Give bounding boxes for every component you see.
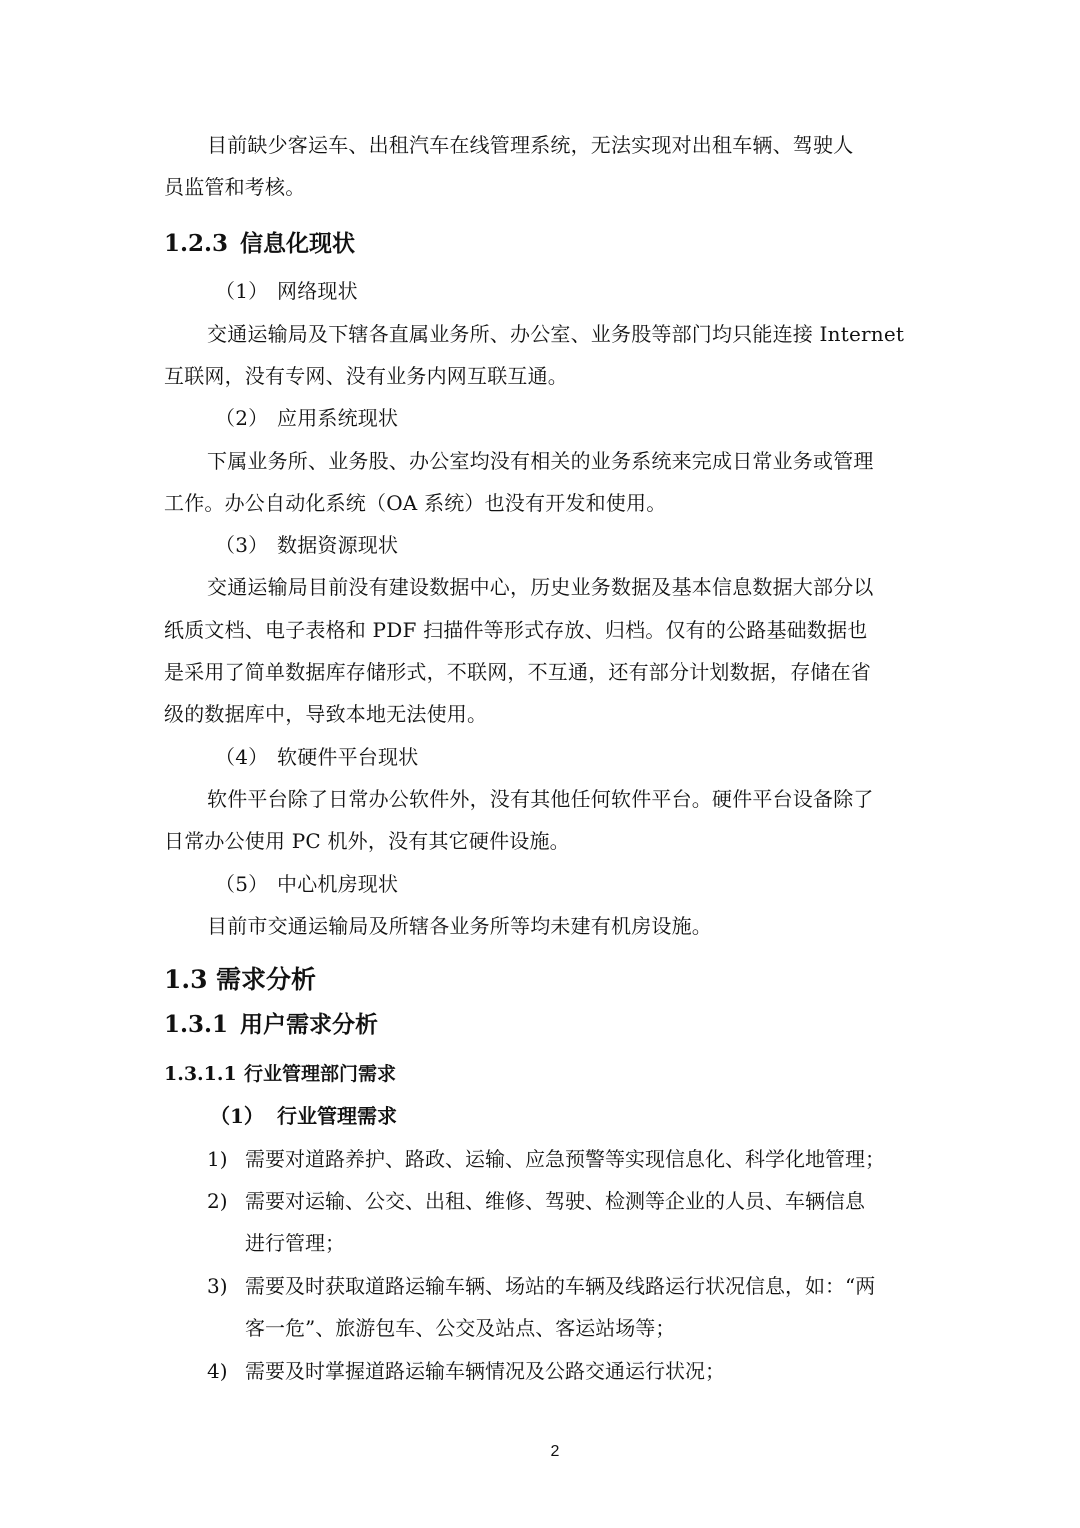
subheading-number: （3） — [215, 533, 269, 557]
data-line-3: 是采用了简单数据库存储形式，不联网，不互通，还有部分计划数据，存储在省 — [164, 660, 871, 684]
heading-title: 需求分析 — [216, 965, 317, 994]
list-item-number: 1) — [207, 1147, 228, 1171]
heading-title: 信息化现状 — [240, 230, 355, 257]
list-item-2-continued: 进行管理； — [245, 1231, 345, 1255]
subheading-number: （4） — [215, 745, 269, 769]
subheading-network — [215, 277, 358, 305]
list-item-2 — [207, 1187, 865, 1215]
list-item-number: 4) — [207, 1359, 228, 1383]
data-line-2: 纸质文档、电子表格和 PDF 扫描件等形式存放、归档。仅有的公路基础数据也 — [164, 618, 868, 642]
list-item-3 — [207, 1272, 875, 1300]
apps-line-2: 工作。办公自动化系统（OA 系统）也没有开发和使用。 — [164, 491, 667, 515]
subheading-data — [215, 531, 398, 559]
subheading-number: （1） — [210, 1104, 264, 1128]
heading-1-3-1 — [164, 1010, 378, 1040]
page-number: 2 — [550, 1443, 560, 1460]
datacenter-line-1: 目前市交通运输局及所辖各业务所等均未建有机房设施。 — [207, 914, 712, 938]
list-item-text: 需要对运输、公交、出租、维修、驾驶、检测等企业的人员、车辆信息 — [245, 1189, 865, 1213]
intro-line-1: 目前缺少客运车、出租汽车在线管理系统，无法实现对出租车辆、驾驶人 — [207, 133, 854, 157]
network-line-1: 交通运输局及下辖各直属业务所、办公室、业务股等部门均只能连接 Internet — [207, 322, 905, 346]
heading-title: 行业管理部门需求 — [244, 1063, 397, 1085]
heading-1-3-1-1 — [164, 1060, 396, 1088]
subheading-industry-needs — [210, 1102, 397, 1130]
subheading-apps — [215, 404, 398, 432]
subheading-number: （1） — [215, 279, 269, 303]
data-line-1: 交通运输局目前没有建设数据中心，历史业务数据及基本信息数据大部分以 — [207, 575, 874, 599]
data-line-4: 级的数据库中，导致本地无法使用。 — [164, 702, 488, 726]
heading-1-2-3 — [164, 229, 355, 259]
platform-line-1: 软件平台除了日常办公软件外，没有其他任何软件平台。硬件平台设备除了 — [207, 787, 874, 811]
subheading-title: 软硬件平台现状 — [277, 745, 419, 769]
list-item-number: 2) — [207, 1189, 228, 1213]
list-item-4 — [207, 1357, 725, 1385]
heading-1-3 — [164, 964, 316, 996]
network-line-2: 互联网，没有专网、没有业务内网互联互通。 — [164, 364, 568, 388]
platform-line-2: 日常办公使用 PC 机外，没有其它硬件设施。 — [164, 829, 570, 853]
subheading-title: 网络现状 — [277, 279, 358, 303]
subheading-datacenter — [215, 870, 398, 898]
subheading-number: （2） — [215, 406, 269, 430]
intro-line-2: 员监管和考核。 — [164, 175, 306, 199]
subheading-title: 行业管理需求 — [277, 1104, 397, 1128]
heading-number: 1.2.3 — [164, 230, 229, 257]
subheading-title: 应用系统现状 — [277, 406, 399, 430]
subheading-title: 中心机房现状 — [277, 872, 399, 896]
heading-number: 1.3.1.1 — [164, 1063, 237, 1085]
heading-number: 1.3.1 — [164, 1011, 229, 1038]
apps-line-1: 下属业务所、业务股、办公室均没有相关的业务系统来完成日常业务或管理 — [207, 449, 874, 473]
list-item-3-continued: 客一危”、旅游包车、公交及站点、客运站场等； — [245, 1316, 676, 1340]
list-item-text: 需要及时获取道路运输车辆、场站的车辆及线路运行状况信息，如：“两 — [245, 1274, 876, 1298]
heading-title: 用户需求分析 — [240, 1011, 378, 1038]
list-item-1 — [207, 1145, 885, 1173]
list-item-text: 需要对道路养护、路政、运输、应急预警等实现信息化、科学化地管理； — [245, 1147, 885, 1171]
heading-number: 1.3 — [164, 965, 208, 994]
list-item-number: 3) — [207, 1274, 228, 1298]
subheading-number: （5） — [215, 872, 269, 896]
subheading-platform — [215, 743, 418, 771]
subheading-title: 数据资源现状 — [277, 533, 399, 557]
list-item-text: 需要及时掌握道路运输车辆情况及公路交通运行状况； — [245, 1359, 725, 1383]
